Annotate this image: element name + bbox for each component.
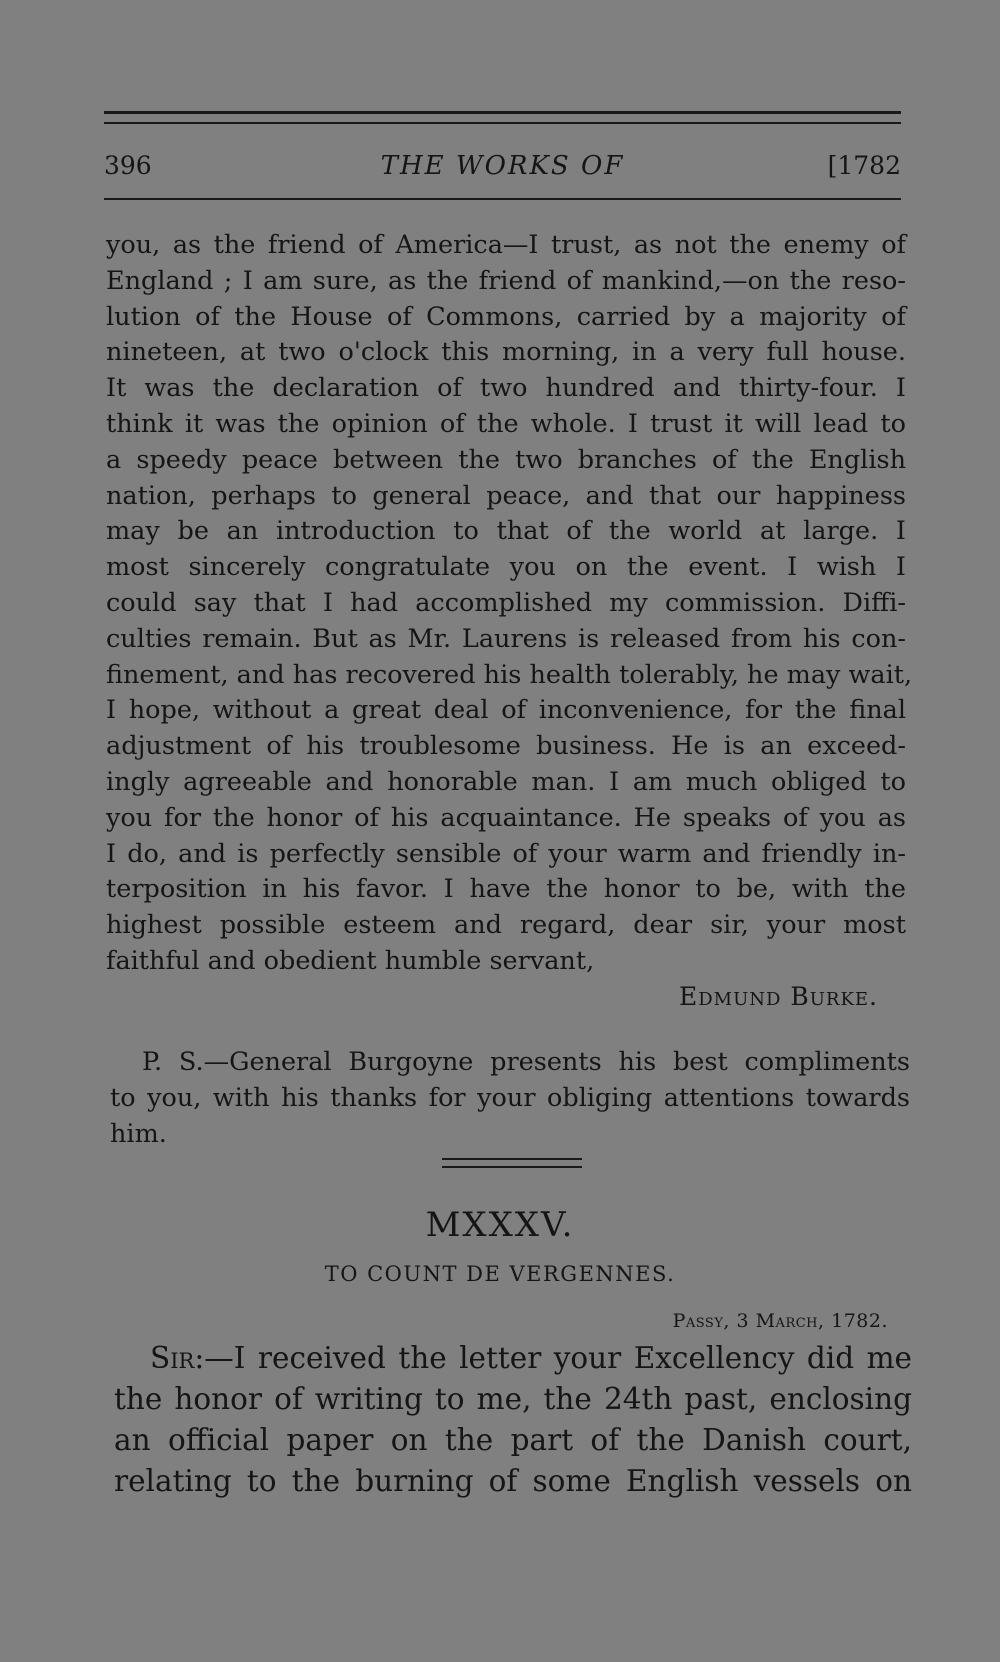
- next-letter-line: the honor of writing to me, the 24th past, enclosing: [114, 1382, 912, 1416]
- body-line: think it was the opinion of the whole. I trust it will lead to: [106, 408, 906, 439]
- postscript-line: P. S.—General Burgoyne presents his best compliments: [142, 1047, 910, 1077]
- body-line: lution of the House of Commons, carried by a majority of: [106, 301, 906, 332]
- top-double-rule-upper: [104, 111, 901, 114]
- header-rule: [104, 198, 901, 200]
- body-line: ingly agreeable and honorable man. I am much obliged to: [106, 766, 906, 797]
- letter-dateline: Passy, 3 March, 1782.: [672, 1310, 888, 1332]
- body-line: finement, and has recovered his health tolerably, he may wait,: [106, 659, 913, 690]
- body-line: you, as the friend of America—I trust, as not the enemy of: [106, 230, 906, 260]
- body-line: nineteen, at two o'clock this morning, in a very full house.: [106, 337, 906, 368]
- postscript: [110, 1045, 910, 1152]
- page-number: 396: [104, 151, 152, 180]
- body-line: culties remain. But as Mr. Laurens is released from his con-: [106, 623, 906, 654]
- body-line: you for the honor of his acquaintance. He speaks of you as: [106, 802, 906, 833]
- body-line: It was the declaration of two hundred and thirty-four. I: [106, 373, 906, 404]
- section-divider-lower: [442, 1166, 582, 1168]
- body-line: I do, and is perfectly sensible of your warm and friendly in-: [106, 838, 906, 869]
- body-line: faithful and obedient humble servant,: [106, 945, 595, 976]
- body-line: a speedy peace between the two branches of the English: [106, 444, 906, 475]
- top-double-rule-lower: [104, 122, 901, 124]
- header-year: [1782: [827, 151, 901, 180]
- body-line: may be an introduction to that of the world at large. I: [106, 516, 906, 547]
- signature: Edmund Burke.: [678, 982, 878, 1011]
- running-header: [104, 148, 901, 184]
- letter-addressee: TO COUNT DE VERGENNES.: [324, 1262, 676, 1286]
- next-letter-line: [114, 1338, 912, 1379]
- body-line: terposition in his favor. I have the honor to be, with the: [106, 874, 906, 905]
- postscript-line: him.: [110, 1118, 167, 1149]
- body-line: most sincerely congratulate you on the event. I wish I: [106, 552, 906, 583]
- body-line: highest possible esteem and regard, dear sir, your most: [106, 910, 906, 941]
- body-line: adjustment of his troublesome business. He is an exceed-: [106, 731, 906, 762]
- next-letter-line-text: :—I received the letter your Excellency did me: [194, 1341, 912, 1375]
- running-title: THE WORKS OF: [380, 151, 625, 181]
- body-line: I hope, without a great deal of inconvenience, for the final: [106, 695, 906, 726]
- section-divider-upper: [442, 1158, 582, 1160]
- letter-body: [106, 228, 913, 980]
- next-letter-line: relating to the burning of some English vessels on: [114, 1464, 912, 1498]
- postscript-line: to you, with his thanks for your obliging attentions towards: [110, 1082, 910, 1113]
- letter-number: MXXXV.: [425, 1205, 575, 1245]
- body-line: England ; I am sure, as the friend of mankind,—on the reso-: [106, 265, 906, 296]
- salutation: Sir: [150, 1341, 195, 1375]
- next-letter-line: an official paper on the part of the Danish court,: [114, 1423, 912, 1457]
- next-letter-body: [114, 1338, 912, 1502]
- body-line: nation, perhaps to general peace, and that our happiness: [106, 480, 906, 511]
- body-line: could say that I had accomplished my commission. Diffi-: [106, 587, 906, 618]
